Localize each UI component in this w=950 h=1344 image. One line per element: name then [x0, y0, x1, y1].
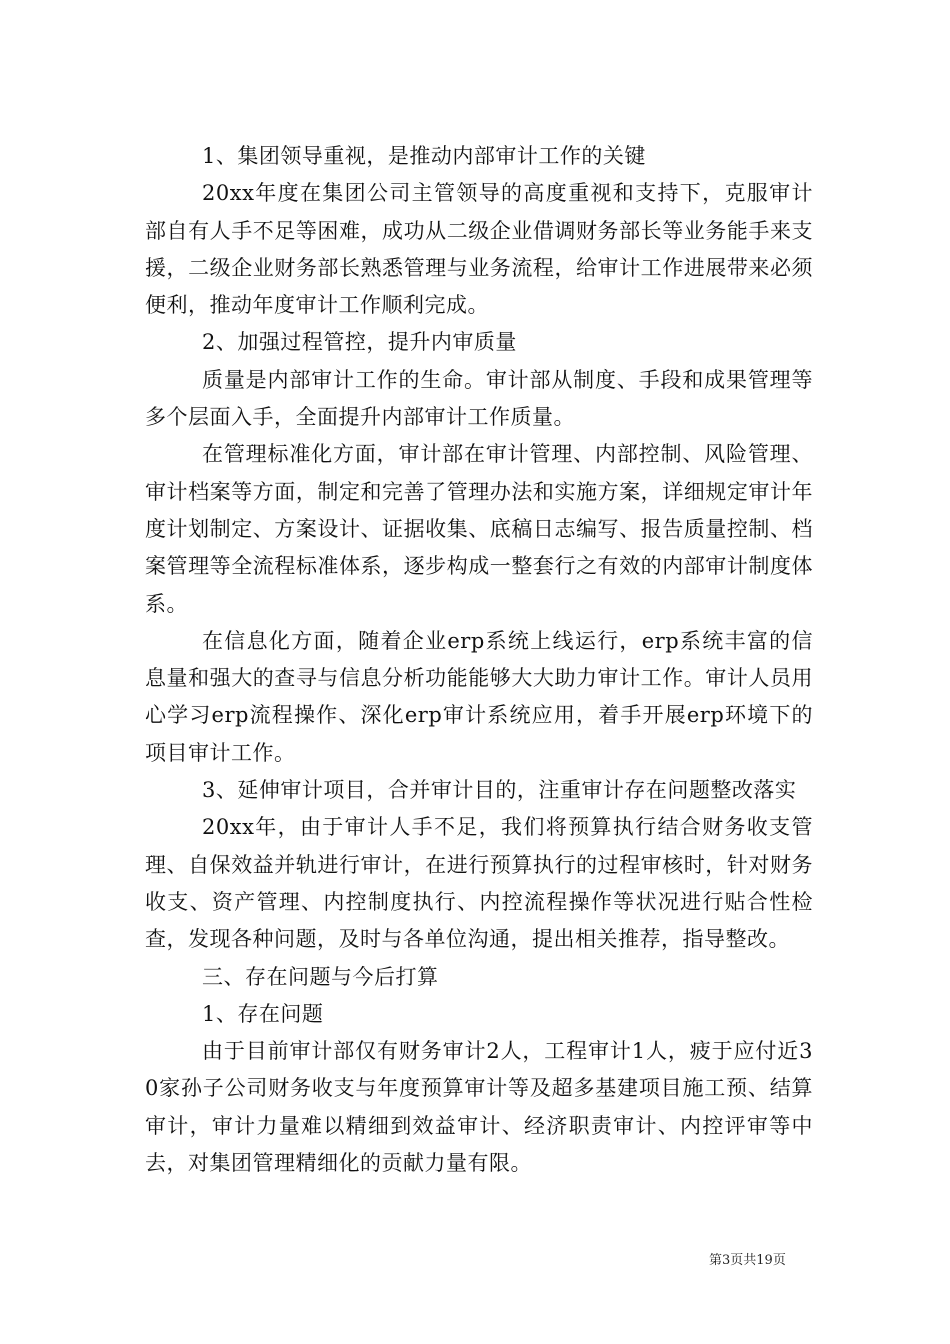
heading-problems-plans: 三、存在问题与今后打算 [202, 964, 439, 989]
paragraph-existing-problems: 由于目前审计部仅有财务审计2人，工程审计1人，疲于应付近30家孙子公司财务收支与年度预算审计等及超多基建项目施工预、结算审计，审计力量难以精细到效益审计、经济职责审计、内控评审等中去，对集团管理精细化的贡献力量有限。 [145, 1039, 813, 1176]
paragraph-extend-audit: 20xx年，由于审计人手不足，我们将预算执行结合财务收支管理、自保效益并轨进行审计，在进行预算执行的过程审核时，针对财务收支、资产管理、内控制度执行、内控流程操作等状况进行贴合性检查，发现各种问题，及时与各单位沟通，提出相关推荐，指导整改。 [145, 815, 813, 952]
page-number-footer: 第3页共19页 [709, 1253, 786, 1268]
paragraph-informatization: 在信息化方面，随着企业erp系统上线运行，erp系统丰富的信息量和强大的查寻与信息分析功能能够大大助力审计工作。审计人员用心学习erp流程操作、深化erp审计系统应用，着手开展erp环境下的项目审计工作。 [145, 628, 813, 765]
document-body [145, 138, 813, 1182]
heading-leadership: 1、集团领导重视，是推动内部审计工作的关键 [202, 144, 646, 168]
paragraph-leadership: 20xx年度在集团公司主管领导的高度重视和支持下，克服审计部自有人手不足等困难，成功从二级企业借调财务部长等业务能手来支援，二级企业财务部长熟悉管理与业务流程，给审计工作进展带来必须便利，推动年度审计工作顺利完成。 [145, 181, 813, 318]
heading-process-control: 2、加强过程管控，提升内审质量 [202, 330, 517, 355]
paragraph-standardization: 在管理标准化方面，审计部在审计管理、内部控制、风险管理、审计档案等方面，制定和完善了管理办法和实施方案，详细规定审计年度计划制定、方案设计、证据收集、底稿日志编写、报告质量控制、档案管理等全流程标准体系，逐步构成一整套行之有效的内部审计制度体系。 [145, 442, 813, 616]
paragraph-quality: 质量是内部审计工作的生命。审计部从制度、手段和成果管理等多个层面入手，全面提升内部审计工作质量。 [145, 367, 813, 430]
heading-extend-audit: 3、延伸审计项目，合并审计目的，注重审计存在问题整改落实 [202, 778, 797, 803]
heading-existing-problems: 1、存在问题 [202, 1001, 324, 1026]
